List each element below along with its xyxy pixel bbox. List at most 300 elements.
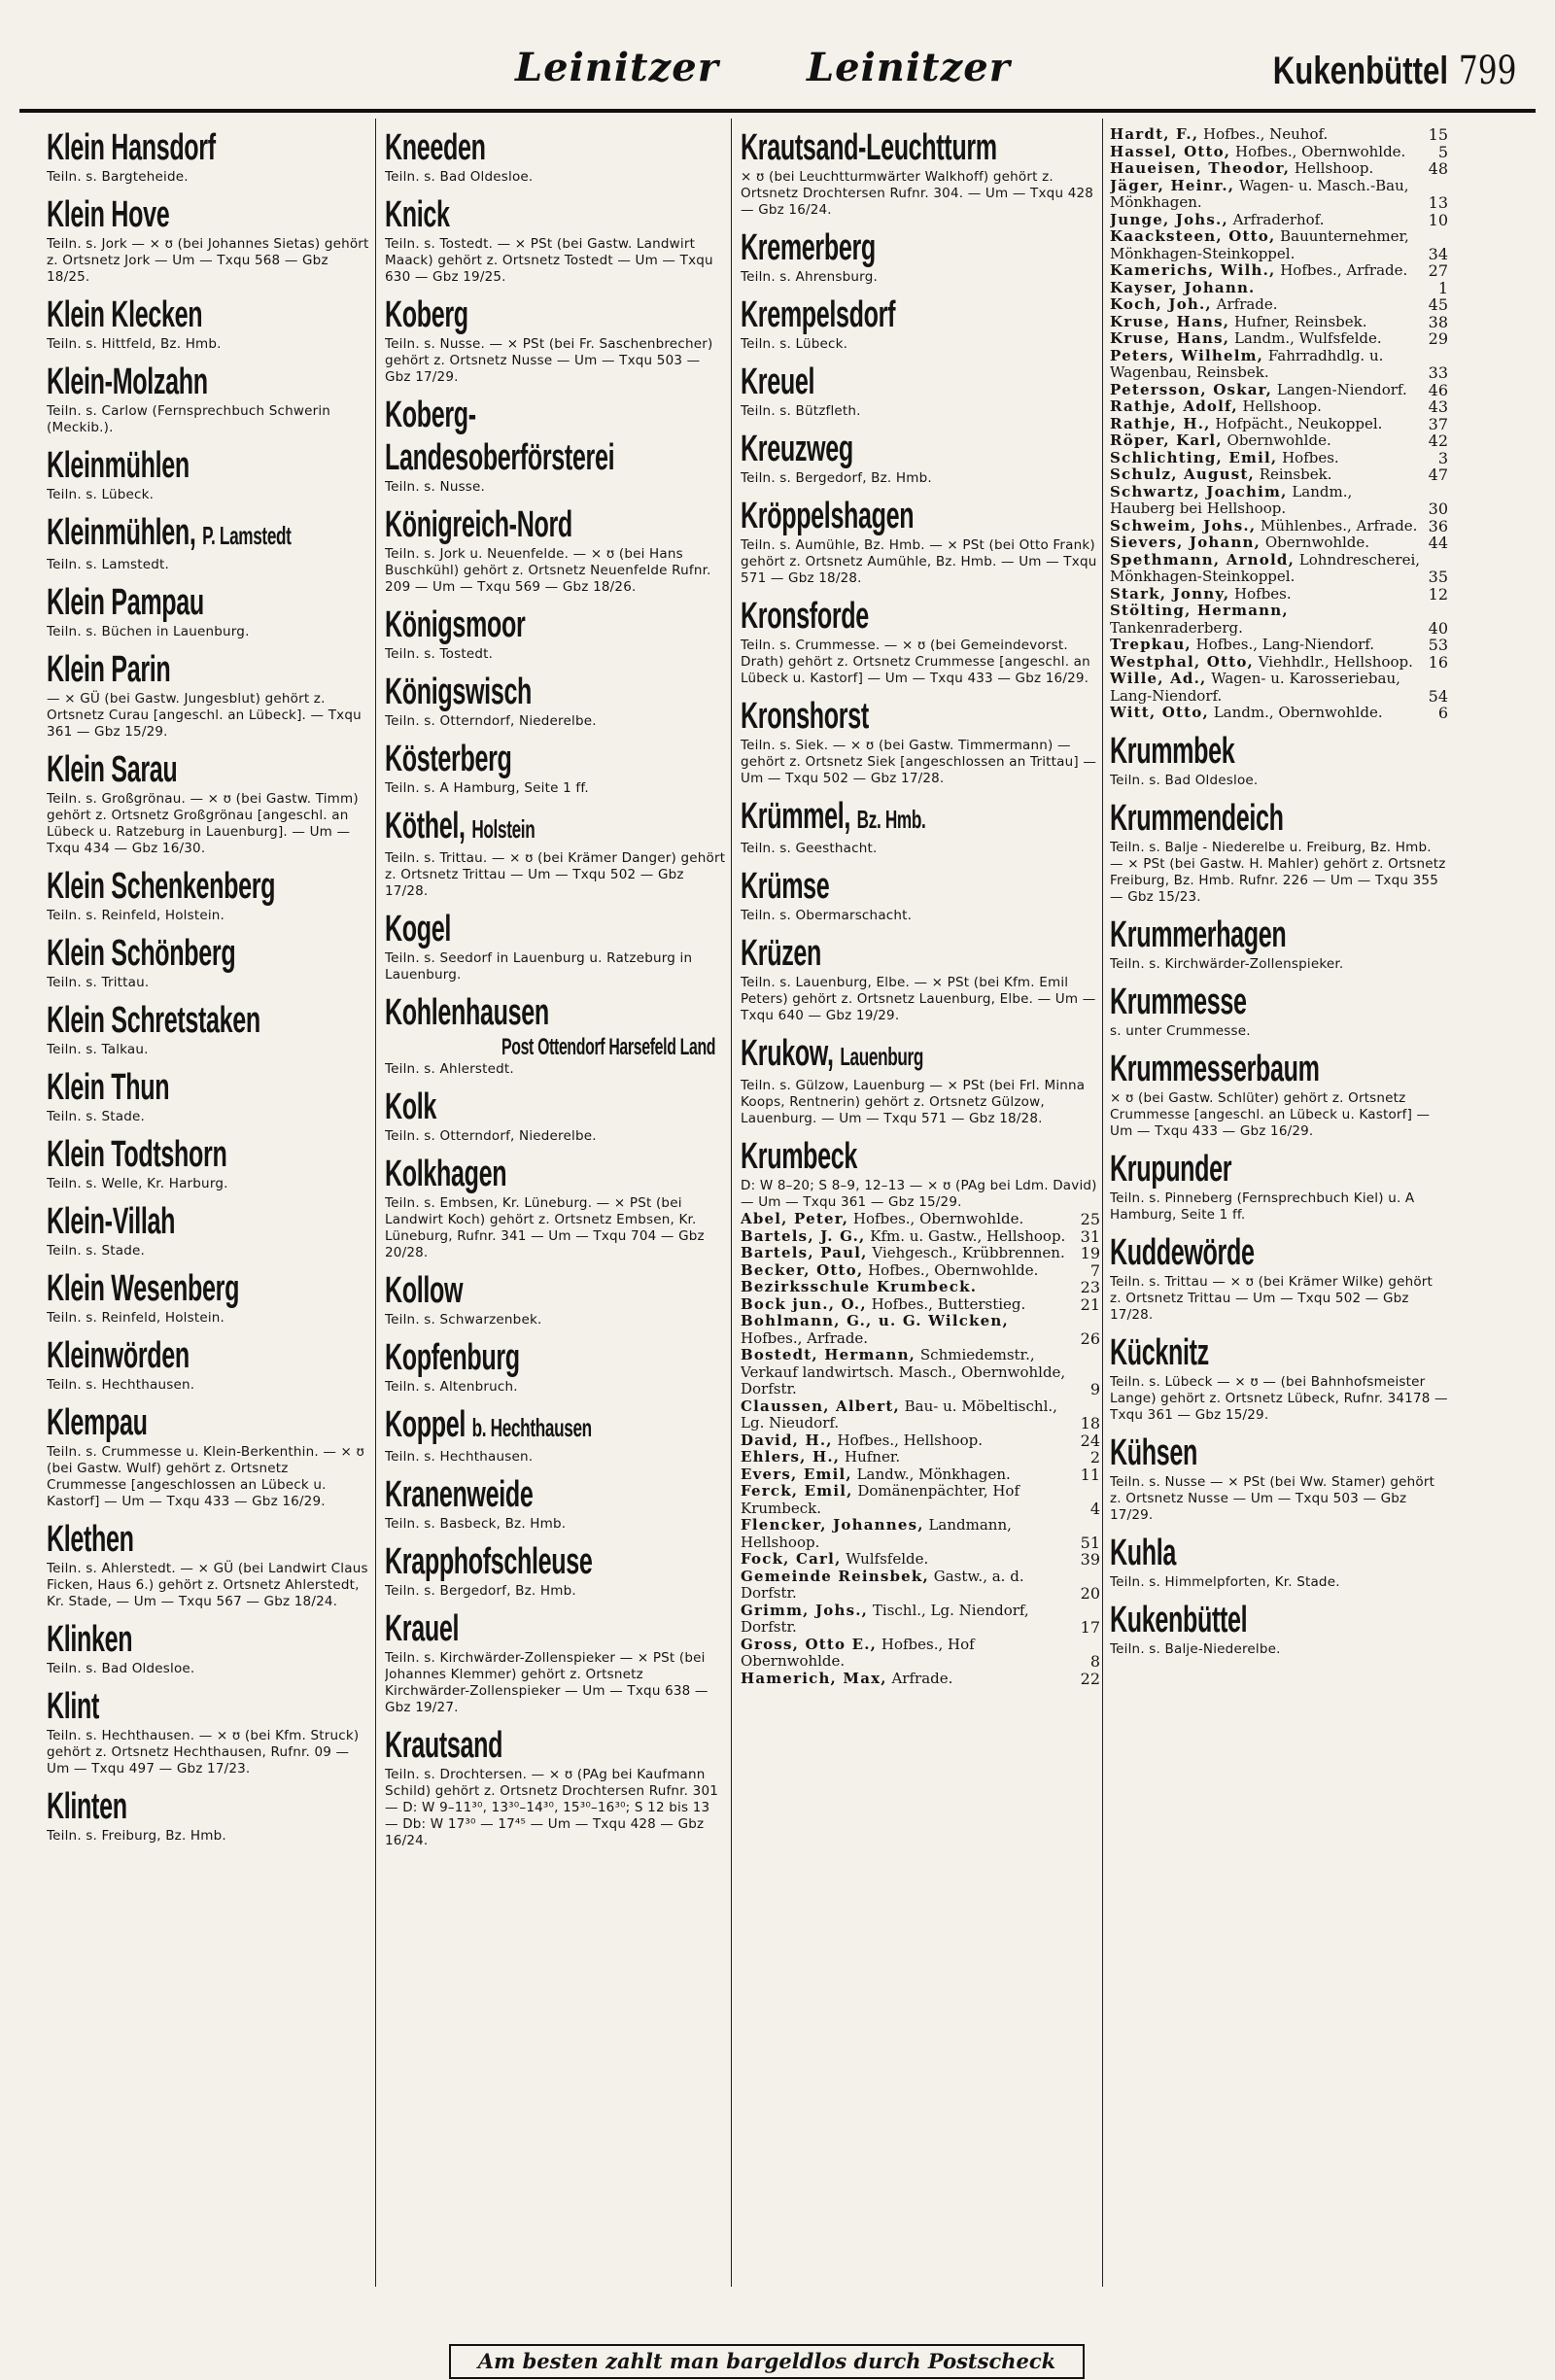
subscriber-row [1110,586,1448,604]
directory-entry [47,865,369,924]
entry-details: Teiln. s. Crummesse. — × ʊ (bei Gemeindevorst. Drath) gehört z. Ortsnetz Crummesse [angeschl. an Lübeck u. Kastorf] — Um — Txqu 433 — Gbz 16/29. [741,638,1090,686]
entry-details: Teiln. s. Gülzow, Lauenburg — × PSt (bei Frl. Minna Koops, Rentnerin) gehört z. Ortsnetz Gülzow, Lauenburg. — Um — Txqu 571 — Gbz 18/28. [741,1078,1086,1126]
subscriber-row [1110,348,1448,382]
subscriber-name: Kamerichs, Wilh., [1110,261,1276,279]
subscriber-row [1110,552,1448,586]
directory-entry [741,126,1100,219]
subscriber-row [741,1517,1100,1551]
subscriber-name: Haueisen, Theodor, [1110,159,1291,177]
entry-details: Teiln. s. Jork — × ʊ (bei Johannes Sietas) gehört z. Ortsnetz Jork — Um — Txqu 568 — Gbz 18/25. [47,236,369,285]
entry-details: Teiln. s. Embsen, Kr. Lüneburg. — × PSt (bei Landwirt Koch) gehört z. Ortsnetz Embsen, Kr. Lüneburg, Rufnr. 341 — Um — Txqu 704 — Gbz 20/28. [385,1195,705,1260]
place-heading: Klinken [47,1619,133,1660]
directory-entry [47,1334,369,1394]
place-heading: Kuddewörde [1110,1231,1255,1273]
subscriber-number: 42 [1428,431,1448,450]
subscriber-row [1110,432,1448,450]
subscriber-name: Stölting, Hermann, [1110,602,1289,619]
entry-details: Teiln. s. Otterndorf, Niederelbe. [385,1128,597,1144]
subscriber-details: Hofbes., Neuhof. [1203,126,1329,143]
directory-entry [1110,1431,1448,1524]
place-heading: Klein Hansdorf [47,127,216,168]
directory-entry [385,193,727,286]
entry-details: Teiln. s. Büchen in Lauenburg. [47,624,250,639]
subscriber-name: Schulz, August, [1110,466,1255,483]
subscriber-row [1110,466,1448,484]
page-number: 799 [1458,49,1516,93]
subscriber-row [741,1313,1100,1347]
subscriber-row [1110,212,1448,229]
subscriber-row [1110,416,1448,433]
subscriber-name: Spethmann, Arnold, [1110,550,1296,569]
entry-details: Teiln. s. Geesthacht. [741,841,878,856]
entry-details: Teiln. s. Siek. — × ʊ (bei Gastw. Timmermann) — gehört z. Ortsnetz Siek [angeschlossen an Trittau] — Um — Txqu 502 — Gbz 17/28. [741,738,1097,786]
entry-details: Teiln. s. Carlow (Fernsprechbuch Schwerin (Meckib.). [47,403,331,435]
directory-entry [1110,1048,1448,1140]
entry-details: × ʊ (bei Gastw. Schlüter) gehört z. Ortsnetz Crummesse [angeschl. an Lübeck u. Kastorf] — Um — Txqu 433 — Gbz 16/29. [1110,1089,1431,1139]
subscriber-row [741,1483,1100,1517]
place-heading: Klein-Molzahn [47,362,208,402]
subscriber-number: 39 [1080,1550,1100,1569]
column-3 [741,126,1100,2293]
subscriber-number: 17 [1080,1618,1100,1637]
place-heading: Klein Hove [47,194,170,235]
subscriber-row [1110,296,1448,314]
directory-entry [741,495,1100,587]
entry-details: Teiln. s. Hittfeld, Bz. Hmb. [47,336,222,352]
subscriber-details: Bau- u. Möbeltischl., Lg. Nieudorf. [741,1397,1057,1431]
directory-entry [741,428,1100,487]
place-heading: Klein Schretstaken [47,1000,260,1041]
directory-entry [47,1401,369,1510]
directory-entry [741,865,1100,924]
entry-details: Teiln. s. Tostedt. — × PSt (bei Gastw. Landwirt Maack) gehört z. Ortsnetz Tostedt — Um — Txqu 630 — Gbz 19/25. [385,236,713,285]
place-heading-suffix: P. Lamstedt [202,521,292,550]
subscriber-name: Claussen, Albert, [741,1397,900,1415]
subscriber-details: Hofbes., Hof Obernwohlde. [741,1635,975,1670]
subscriber-row [1110,126,1448,144]
subscriber-number: 34 [1428,244,1448,263]
directory-entry [47,511,369,573]
entry-details: Teiln. s. Otterndorf, Niederelbe. [385,713,597,729]
directory-entry [385,671,727,730]
subscriber-row [741,1279,1100,1296]
subscriber-number: 27 [1428,261,1448,280]
subscriber-details: Arfrade. [1216,295,1278,313]
place-heading: Koberg [385,294,468,335]
directory-entry [741,595,1100,687]
place-heading: Krummerhagen [1110,914,1287,955]
subscriber-details: Hofbes., Hellshoop. [837,1431,983,1449]
subscriber-name: Gross, Otto E., [741,1635,878,1653]
subscriber-name: Hamerich, Max, [741,1669,887,1687]
place-heading: Krautsand [385,1725,503,1766]
subscriber-number: 48 [1428,159,1448,178]
subscriber-number: 29 [1428,329,1448,348]
place-heading: Krempelsdorf [741,294,896,335]
directory-entry [1110,797,1448,906]
entry-details: Teiln. s. Crummesse u. Klein-Berkenthin. — × ʊ (bei Gastw. Wulf) gehört z. Ortsnetz Crummesse [angeschlossen an Lübeck u. Kastorf] — Um — Txqu 433 — Gbz 16/29. [47,1444,365,1509]
subscriber-details: Mühlenbes., Arfrade. [1261,516,1418,535]
subscriber-row [1110,228,1448,262]
subscriber-details: Viehgesch., Krübbrennen. [872,1244,1065,1261]
page-header [39,39,1516,107]
place-heading: Krummesserbaum [1110,1048,1320,1089]
subscriber-name: Wille, Ad., [1110,670,1207,687]
subscriber-details: Hofpächt., Neukoppel. [1215,414,1383,432]
subscriber-row [1110,262,1448,280]
subscriber-name: Sievers, Johann, [1110,534,1261,551]
place-heading: Kleinmühlen [47,445,190,486]
subscriber-row [741,1228,1100,1246]
directory-entry [385,991,727,1078]
directory-entry [47,1785,369,1845]
entry-details: Teiln. s. Drochtersen. — × ʊ (PAg bei Kaufmann Schild) gehört z. Ortsnetz Drochtersen Rufnr. 301 — D: W 9–11³⁰, 13³⁰–14³⁰, 15³⁰–16³⁰; S 12 bis 13 — Db: W 17³⁰ — 17⁴⁵ — Um — Txqu 428 — Gbz 16/24. [385,1767,719,1848]
directory-entry [1110,1599,1448,1658]
subscriber-row [741,1449,1100,1466]
place-heading: Kröppelshagen [741,496,915,536]
directory-entry [47,193,369,286]
subscriber-number: 24 [1080,1431,1100,1450]
entry-details: × ʊ (bei Leuchtturmwärter Walkhoff) gehört z. Ortsnetz Drochtersen Rufnr. 304. — Um — Txqu 428 — Gbz 16/24. [741,169,1094,218]
place-heading-suffix: Holstein [471,814,536,844]
subscriber-row [741,1569,1100,1603]
subscriber-name: Grimm, Johs., [741,1601,869,1619]
entry-details: Teiln. s. Obermarschacht. [741,908,913,923]
entry-details: Teiln. s. Bad Oldesloe. [1110,772,1259,788]
subscriber-details: Viehhdlr., Hellshoop. [1258,652,1413,671]
subscriber-row [1110,398,1448,416]
subscriber-number: 51 [1080,1533,1100,1552]
subscriber-name: Hassel, Otto, [1110,142,1231,160]
subscriber-number: 11 [1080,1465,1100,1484]
subscriber-name: Bostedt, Hermann, [741,1346,916,1363]
subscriber-row [741,1245,1100,1262]
directory-entry [47,293,369,353]
subscriber-number: 13 [1428,193,1448,212]
subscriber-number: 7 [1089,1260,1100,1280]
directory-entry [1110,126,1448,722]
directory-entry [1110,1231,1448,1324]
subscriber-details: Landm., Hauberg bei Hellshoop. [1110,482,1353,517]
subscriber-details: Obernwohlde. [1264,534,1370,551]
column-divider [1102,119,1103,2287]
subscriber-name: Petersson, Oskar, [1110,380,1273,398]
subscriber-name: Kruse, Hans, [1110,329,1230,347]
directory-entry [47,932,369,991]
place-heading: Kühsen [1110,1431,1197,1473]
footer-slogan: Am besten zahlt man bargeldlos durch Postscheck [449,2344,1085,2379]
place-heading: Klinten [47,1786,127,1827]
subscriber-name: Schlichting, Emil, [1110,448,1278,466]
entry-details: Teiln. s. Trittau. — × ʊ (bei Krämer Danger) gehört z. Ortsnetz Trittau — Um — Txqu 502 — Gbz 17/28. [385,850,726,899]
place-heading: Klein Todtshorn [47,1134,227,1175]
place-heading: Kranenweide [385,1474,534,1515]
subscriber-name: Abel, Peter, [741,1210,849,1227]
entry-details: s. unter Crummesse. [1110,1022,1251,1039]
subscriber-number: 26 [1080,1328,1100,1348]
entry-details: Teiln. s. Balje - Niederelbe u. Freiburg, Bz. Hmb. — × PSt (bei Gastw. H. Mahler) gehört z. Ortsnetz Freiburg, Bz. Hmb. Rufnr. 226 — Um — Txqu 355 — Gbz 15/23. [1110,839,1446,905]
subscriber-name: Bezirksschule Krumbeck. [741,1278,978,1295]
place-heading: Kukenbüttel [1110,1599,1248,1640]
entry-details: Teiln. s. Altenbruch. [385,1379,518,1395]
subscriber-details: Domänenpächter, Hof Krumbeck. [741,1482,1020,1517]
directory-entry [385,1153,727,1261]
section-title [1272,49,1516,93]
subscriber-row [1110,603,1448,637]
running-head-right: Leinitzer [807,45,1011,90]
subscriber-name: Kayser, Johann. [1110,278,1256,296]
subscriber-number: 54 [1428,686,1448,706]
subscriber-details: Hellshoop. [1294,159,1374,177]
place-heading: Klint [47,1686,100,1727]
entry-details: Teiln. s. Hechthausen. [47,1377,195,1393]
subscriber-name: Becker, Otto, [741,1260,864,1279]
column-divider [375,119,376,2287]
entry-details: Teiln. s. Großgrönau. — × ʊ (bei Gastw. Timm) gehört z. Ortsnetz Großgrönau [angeschl. an Lübeck u. Ratzeburg in Lauenburg]. — Um — Txqu 434 — Gbz 16/30. [47,791,359,856]
entry-details: Teiln. s. Nusse. [385,479,486,495]
directory-entry [1110,730,1448,789]
entry-details: Teiln. s. Bad Oldesloe. [385,169,534,185]
directory-entry [47,1066,369,1125]
place-heading: Kleinmühlen, P. Lamstedt [47,512,292,553]
place-heading: Klein Parin [47,649,171,690]
subscriber-number: 3 [1437,448,1448,467]
subscriber-name: Ferck, Emil, [741,1482,853,1500]
subscriber-name: David, H., [741,1431,833,1449]
entry-details: Teiln. s. Ahrensburg. [741,269,878,285]
place-heading: Krummesse [1110,981,1247,1022]
subscriber-name: Kruse, Hans, [1110,312,1230,330]
subscriber-name: Bartels, Paul, [741,1244,868,1261]
subscriber-details: Hufner. [844,1448,901,1466]
directory-entry [385,1336,727,1396]
directory-entry [1110,1148,1448,1224]
directory-entry [741,1032,1100,1127]
place-heading: Kneeden [385,127,486,168]
place-heading: Krupunder [1110,1148,1232,1190]
subscriber-details: Reinsbek. [1259,466,1332,483]
subscriber-number: 44 [1428,534,1448,552]
subscriber-number: 9 [1089,1380,1100,1398]
place-heading: Kogel [385,909,452,949]
subscriber-number: 22 [1080,1669,1100,1688]
place-heading: Krümse [741,866,830,907]
subscriber-row [1110,314,1448,331]
subscriber-row [1110,160,1448,178]
entry-details: Teiln. s. Schwarzenbek. [385,1312,542,1328]
subscriber-details: Wagen- u. Karosseriebau, Lang-Niendorf. [1110,670,1400,705]
entry-details: Teiln. s. A Hamburg, Seite 1 ff. [385,780,589,796]
place-heading: Klethen [47,1519,134,1560]
subscriber-name: Bartels, J. G., [741,1226,866,1245]
place-heading: Königreich-Nord [385,504,572,545]
entry-details: Teiln. s. Bergedorf, Bz. Hmb. [385,1583,576,1599]
place-heading: Klein Pampau [47,582,204,623]
place-heading: Königsmoor [385,604,526,645]
place-heading: Kleinwörden [47,1335,190,1376]
entry-details: Teiln. s. Trittau — × ʊ (bei Krämer Wilke) gehört z. Ortsnetz Trittau — Um — Txqu 502 — Gbz 17/28. [1110,1273,1434,1323]
subscriber-number: 20 [1080,1584,1100,1603]
subscriber-number: 6 [1437,704,1448,722]
entry-details: Teiln. s. Lübeck. [741,336,848,352]
subscriber-name: Schweim, Johs., [1110,516,1257,535]
section-title-text: Kukenbüttel [1272,50,1448,92]
directory-entry [47,444,369,503]
entry-details: Teiln. s. Talkau. [47,1042,149,1057]
subscriber-row [1110,450,1448,467]
subscriber-number: 46 [1428,380,1448,399]
place-heading: Krauel [385,1608,460,1649]
entry-details: Teiln. s. Lauenburg, Elbe. — × PSt (bei Kfm. Emil Peters) gehört z. Ortsnetz Lauenburg, Elbe. — Um — Txqu 640 — Gbz 19/29. [741,975,1096,1023]
entry-details: Teiln. s. Kirchwärder-Zollenspieker. [1110,955,1344,972]
entry-details: Teiln. s. Reinfeld, Holstein. [47,1310,225,1326]
entry-details: — × GÜ (bei Gastw. Jungesblut) gehört z. Ortsnetz Curau [angeschl. an Lübeck]. — Txqu 361 — Gbz 15/29. [47,691,362,740]
subscriber-details: Hufner, Reinsbek. [1233,312,1367,330]
directory-entry [47,361,369,436]
entry-details: Teiln. s. Seedorf in Lauenburg u. Ratzeburg in Lauenburg. [385,950,693,983]
subscriber-details: Lohndrescherei, Mönkhagen-Steinkoppel. [1110,550,1421,585]
subscriber-details: Arfraderhof. [1232,210,1325,228]
subscriber-name: Schwartz, Joachim, [1110,482,1288,500]
entry-details: Teiln. s. Stade. [47,1109,146,1124]
entry-details: Teiln. s. Hechthausen. — × ʊ (bei Kfm. Struck) gehört z. Ortsnetz Hechthausen, Rufnr. 09 — Um — Txqu 497 — Gbz 17/23. [47,1728,360,1776]
directory-entry [741,226,1100,286]
place-heading: Königswisch [385,672,533,712]
place-heading: Klempau [47,1402,148,1443]
directory-entry [1110,1532,1448,1591]
entry-details: Teiln. s. Aumühle, Bz. Hmb. — × PSt (bei Otto Frank) gehört z. Ortsnetz Aumühle, Bz. Hmb. — Um — Txqu 571 — Gbz 18/28. [741,537,1097,586]
subscriber-number: 2 [1089,1448,1100,1466]
entry-details: Teiln. s. Balje-Niederelbe. [1110,1640,1281,1657]
subscriber-name: Junge, Johs., [1110,210,1228,228]
subscriber-name: Peters, Wilhelm, [1110,346,1264,364]
subscriber-row [741,1466,1100,1484]
entry-details: Teiln. s. Basbeck, Bz. Hmb. [385,1516,567,1532]
directory-entry [1110,981,1448,1040]
entry-details: Teiln. s. Ahlerstedt. [385,1061,514,1077]
place-heading: Klein Thun [47,1067,170,1108]
subscriber-details: Gastw., a. d. Dorfstr. [741,1567,1024,1602]
header-rule [19,109,1536,113]
place-heading: Krummbek [1110,730,1235,772]
place-heading: Kohlenhausen [385,992,549,1033]
subscriber-row [741,1603,1100,1637]
directory-entry [1110,914,1448,973]
directory-entry [385,1540,727,1600]
subscriber-name: Evers, Emil, [741,1465,852,1483]
entry-details: Teiln. s. Tostedt. [385,646,494,662]
entry-details: Teiln. s. Bützfleth. [741,403,861,419]
subscriber-details: Hofbes., Lang-Niendorf. [1195,636,1375,653]
subscriber-number: 4 [1089,1499,1100,1518]
place-heading: Koberg- [385,395,476,435]
place-heading: Kolk [385,1087,437,1127]
entry-details: Teiln. s. Nusse. — × PSt (bei Fr. Saschenbrecher) gehört z. Ortsnetz Nusse — Um — Txqu 503 — Gbz 17/29. [385,336,713,385]
subscriber-name: Ehlers, H., [741,1448,841,1466]
subscriber-number: 18 [1080,1414,1100,1432]
entry-details: Teiln. s. Bergedorf, Bz. Hmb. [741,470,932,486]
subscriber-details: Hellshoop. [1242,397,1322,415]
subscriber-name: Flencker, Johannes, [741,1516,924,1534]
subscriber-details: Wulfsfelde. [846,1550,929,1568]
entry-details: Teiln. s. Kirchwärder-Zollenspieker — × PSt (bei Johannes Klemmer) gehört z. Ortsnetz Kirchwärder-Zollenspieker — Um — Txqu 638 — Gbz 19/27. [385,1650,708,1715]
entry-details: Teiln. s. Reinfeld, Holstein. [47,908,225,923]
place-heading: Klein Wesenberg [47,1268,240,1309]
subscriber-number: 19 [1080,1244,1100,1262]
subscriber-details: Landm., Obernwohlde. [1213,704,1383,721]
place-heading-continued: Landesoberförsterei [385,437,615,478]
place-heading-suffix: Lauenburg [840,1042,924,1071]
subscriber-name: Stark, Jonny, [1110,584,1230,603]
subscriber-name: Fock, Carl, [741,1550,842,1568]
directory-entry [47,1685,369,1777]
column-4 [1110,126,1448,2293]
directory-entry [47,648,369,741]
subscriber-row [741,1398,1100,1432]
directory-entry [741,1135,1100,1687]
directory-entry [385,293,727,386]
subscriber-name: Rathje, Adolf, [1110,397,1238,415]
subscriber-details: Landmann, Hellshoop. [741,1516,1012,1551]
subscriber-details: Hofbes. [1282,448,1339,466]
subscriber-row [1110,382,1448,399]
subscriber-details: Fahrradhdlg. u. Wagenbau, Reinsbek. [1110,346,1384,381]
subscriber-name: Kaacksteen, Otto, [1110,227,1276,245]
place-heading: Knick [385,194,450,235]
subscriber-details: Hofbes., Arfrade. [1280,261,1408,279]
place-heading: Kopfenburg [385,1337,520,1378]
subscriber-number: 5 [1437,142,1448,161]
subscriber-details: Bauunternehmer, Mönkhagen-Steinkoppel. [1110,227,1409,262]
column-divider [731,119,732,2287]
directory-entry [741,293,1100,353]
subscriber-number: 36 [1428,516,1448,535]
directory-entry [47,581,369,640]
subscriber-row [1110,671,1448,705]
subscriber-name: Hardt, F., [1110,126,1199,143]
directory-entry [47,1133,369,1192]
place-heading-suffix: Bz. Hmb. [856,805,926,834]
entry-details: Teiln. s. Nusse — × PSt (bei Ww. Stamer) gehört z. Ortsnetz Nusse — Um — Txqu 503 — Gbz 17/29. [1110,1473,1435,1523]
subscriber-row [1110,535,1448,552]
subscriber-row [741,1211,1100,1228]
place-heading: Kreuel [741,362,815,402]
subscriber-details: Landw., Mönkhagen. [856,1465,1011,1483]
subscriber-name: Koch, Joh., [1110,295,1212,313]
place-heading: Kösterberg [385,739,512,779]
directory-entry [741,795,1100,857]
entry-details: Teiln. s. Jork u. Neuenfelde. — × ʊ (bei Hans Buschkühl) gehört z. Ortsnetz Neuenfelde Rufnr. 209 — Um — Txqu 569 — Gbz 18/26. [385,546,711,595]
subscriber-details: Tischl., Lg. Niendorf, Dorfstr. [741,1601,1029,1636]
subscriber-name: Bock jun., O., [741,1294,867,1313]
subscriber-details: Obernwohlde. [1227,431,1331,449]
directory-entry [385,908,727,983]
place-heading: Klein Schenkenberg [47,866,276,907]
place-heading: Kreuzweg [741,429,853,469]
subscriber-number: 16 [1428,652,1448,672]
subscriber-row [1110,144,1448,161]
directory-entry [741,361,1100,420]
directory-entry [741,932,1100,1024]
subscriber-details: Arfrade. [891,1669,953,1687]
subscriber-details: Hofbes. [1234,584,1292,603]
subscriber-number: 43 [1428,397,1448,416]
subscriber-number: 25 [1080,1210,1100,1228]
subscriber-details: Wagen- u. Masch.-Bau, Mönkhagen. [1110,176,1409,211]
place-heading: Kücknitz [1110,1331,1209,1373]
place-heading: Krüzen [741,933,822,974]
subscriber-row [741,1347,1100,1398]
